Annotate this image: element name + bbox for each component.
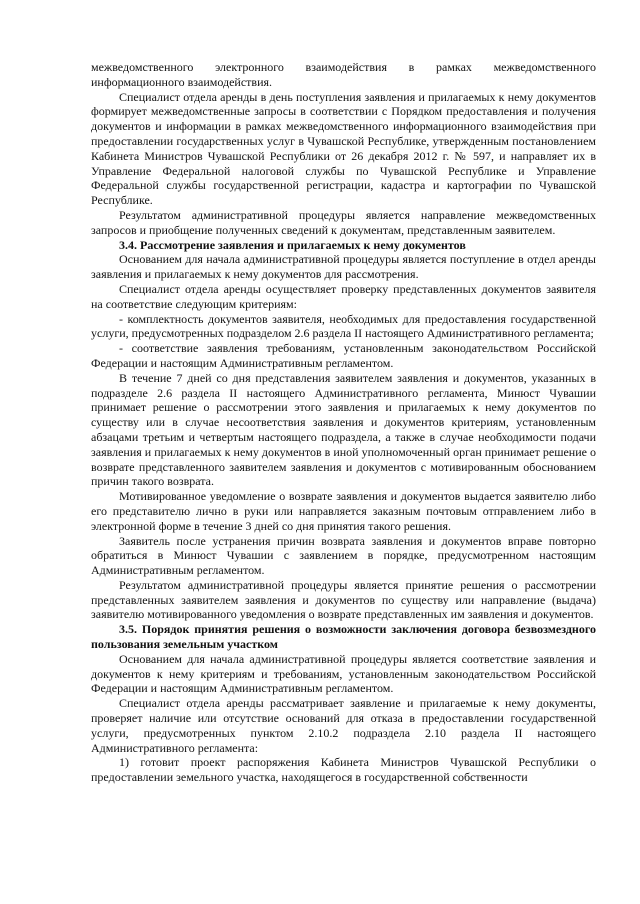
- paragraph: Результатом административной процедуры является направление межведомственных запросов и приобщение полученных сведений к документам, представленным заявителем.: [91, 207, 596, 237]
- paragraph: Результатом административной процедуры является принятие решения о рассмотрении представленных заявителем заявления и документов по существу или направление (выдача) заявителю мотивированного уведомления о возврате представленных им заявления и документов.: [91, 577, 596, 622]
- section-heading: 3.5. Порядок принятия решения о возможности заключения договора безвозмездного пользования земельным участком: [91, 622, 596, 652]
- paragraph: Основанием для начала административной процедуры является поступление в отдел аренды заявления и прилагаемых к нему документов для рассмотрения.: [91, 252, 596, 282]
- paragraph: 1) готовит проект распоряжения Кабинета Министров Чувашской Республики о предоставлении земельного участка, находящегося в государственной собственности: [91, 755, 596, 785]
- paragraph: Заявитель после устранения причин возврата заявления и документов вправе повторно обратиться в Минюст Чувашии с заявлением в порядке, предусмотренном настоящим Административным регламентом.: [91, 533, 596, 578]
- paragraph: Мотивированное уведомление о возврате заявления и документов выдается заявителю либо его представителю лично в руки или направляется заказным почтовым отправлением либо в электронной форме в течение 3 дней со дня принятия такого решения.: [91, 489, 596, 533]
- document-body: [91, 60, 596, 785]
- paragraph: Специалист отдела аренды рассматривает заявление и прилагаемые к нему документы, проверяет наличие или отсутствие оснований для отказа в предоставлении государственной услуги, предусмотренных пунктом 2.10.2 подраздела 2.10 раздела II настоящего Административного регламента:: [91, 696, 596, 755]
- section-heading: 3.4. Рассмотрение заявления и прилагаемых к нему документов: [119, 237, 466, 252]
- paragraph: Специалист отдела аренды в день поступления заявления и прилагаемых к нему документов формирует межведомственные запросы в соответствии с Порядком предоставления и получения документов и информации в рамках межведомственного информационного взаимодействия при предоставлении государственных услуг в Чувашской Республике, утвержденным постановлением Кабинета Министров Чувашской Республики от 26 декабря 2012 г. № 597, и направляет их в Управление Федеральной налоговой службы по Чувашской Республике и Управление Федеральной службы государственной регистрации, кадастра и картографии по Чувашской Республике.: [91, 89, 596, 208]
- list-item: - соответствие заявления требованиям, установленным законодательством Российской Федерации и настоящим Административным регламентом.: [91, 341, 596, 370]
- paragraph: межведомственного электронного взаимодействия в рамках межведомственного информационного взаимодействия.: [91, 60, 596, 89]
- paragraph: Специалист отдела аренды осуществляет проверку представленных документов заявителя на соответствие следующим критериям:: [91, 281, 596, 311]
- paragraph: В течение 7 дней со дня представления заявителем заявления и документов, указанных в подразделе 2.6 раздела II настоящего Административного регламента, Минюст Чувашии принимает решение о рассмотрении этого заявления и прилагаемых к нему документов по существу или в случае несоответствия заявления и документов критериям, установленным абзацами третьим и четвертым настоящего подраздела, а также в случае необходимости подачи заявления и прилагаемых к нему документов в иной уполномоченный орган принимает решение о возврате представленного заявителем заявления и документов с мотивированным обоснованием причин такого возврата.: [91, 370, 596, 489]
- list-item: - комплектность документов заявителя, необходимых для предоставления государственной услуги, предусмотренных подразделом 2.6 раздела II настоящего Административного регламента;: [91, 311, 596, 341]
- paragraph: Основанием для начала административной процедуры является соответствие заявления и документов к нему критериям и требованиям, установленным законодательством Российской Федерации и настоящим Административным регламентом.: [91, 651, 596, 696]
